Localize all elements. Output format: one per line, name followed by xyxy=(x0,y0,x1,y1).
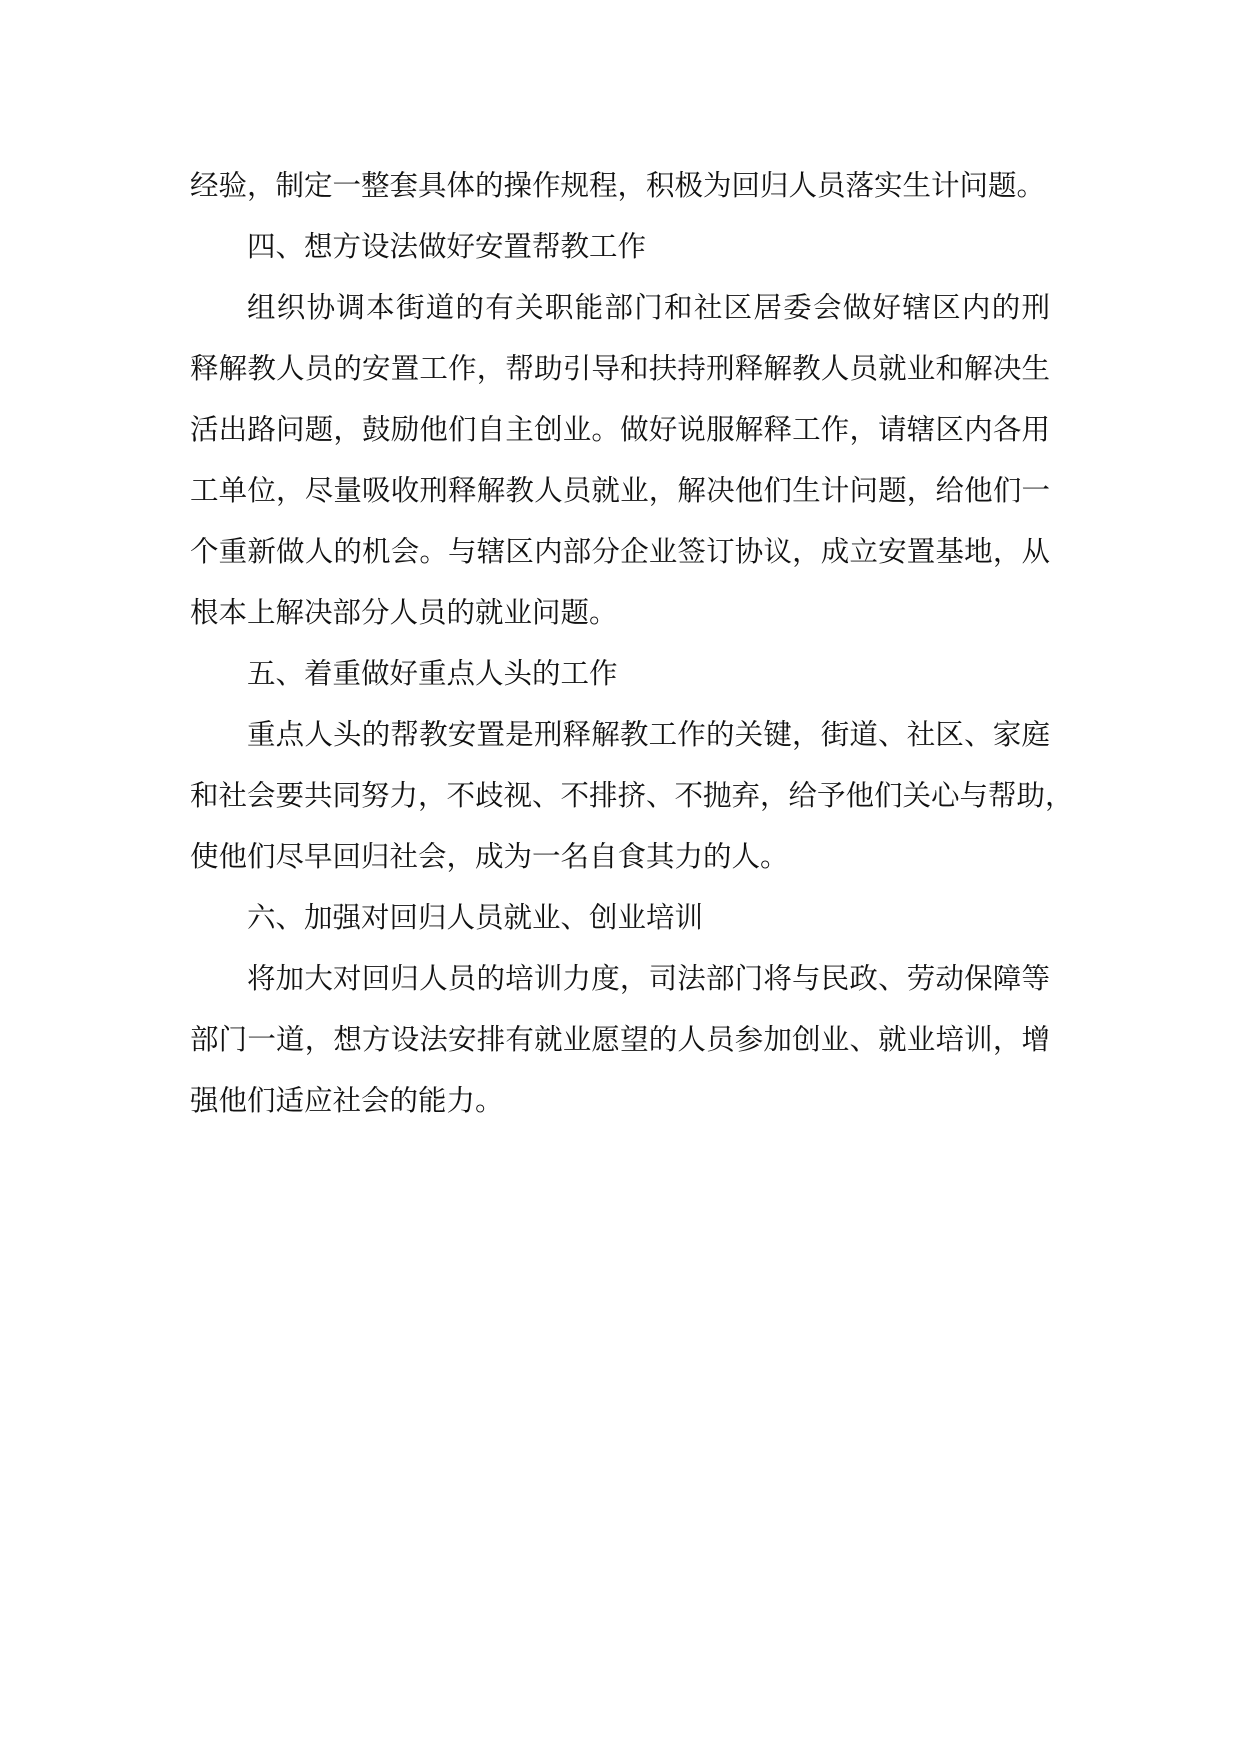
text-line: 工单位，尽量吸收刑释解教人员就业，解决他们生计问题，给他们一 xyxy=(190,474,1050,507)
heading-line: 六、加强对回归人员就业、创业培训 xyxy=(247,901,704,934)
heading-line: 四、想方设法做好安置帮教工作 xyxy=(247,230,647,263)
text-line: 将加大对回归人员的培训力度，司法部门将与民政、劳动保障等 xyxy=(247,962,1050,995)
text-line: 使他们尽早回归社会，成为一名自食其力的人。 xyxy=(190,840,789,873)
section-heading-5 xyxy=(190,643,1050,704)
text-line: 活出路问题，鼓励他们自主创业。做好说服解释工作，请辖区内各用 xyxy=(190,413,1050,446)
paragraph-key-persons xyxy=(190,704,1074,887)
section-heading-6 xyxy=(190,887,1050,948)
heading-line: 五、着重做好重点人头的工作 xyxy=(247,657,618,690)
section-heading-4 xyxy=(190,216,1050,277)
text-line: 重点人头的帮教安置是刑释解教工作的关键，街道、社区、家庭 xyxy=(247,718,1050,751)
text-line: 根本上解决部分人员的就业问题。 xyxy=(190,596,618,629)
text-line: 部门一道，想方设法安排有就业愿望的人员参加创业、就业培训，增 xyxy=(190,1023,1050,1056)
text-line: 个重新做人的机会。与辖区内部分企业签订协议，成立安置基地，从 xyxy=(190,535,1050,568)
text-line: 组织协调本街道的有关职能部门和社区居委会做好辖区内的刑 xyxy=(247,291,1050,324)
text-line: 和社会要共同努力，不歧视、不排挤、不抛弃，给予他们关心与帮助， xyxy=(190,779,1074,812)
text-line: 强他们适应社会的能力。 xyxy=(190,1084,504,1117)
paragraph-training xyxy=(190,948,1050,1131)
paragraph-continuation xyxy=(190,155,1050,216)
text-line: 释解教人员的安置工作，帮助引导和扶持刑释解教人员就业和解决生 xyxy=(190,352,1050,385)
document-body xyxy=(190,155,1074,1131)
paragraph-placement xyxy=(190,277,1050,643)
text-line: 经验，制定一整套具体的操作规程，积极为回归人员落实生计问题。 xyxy=(190,169,1046,202)
